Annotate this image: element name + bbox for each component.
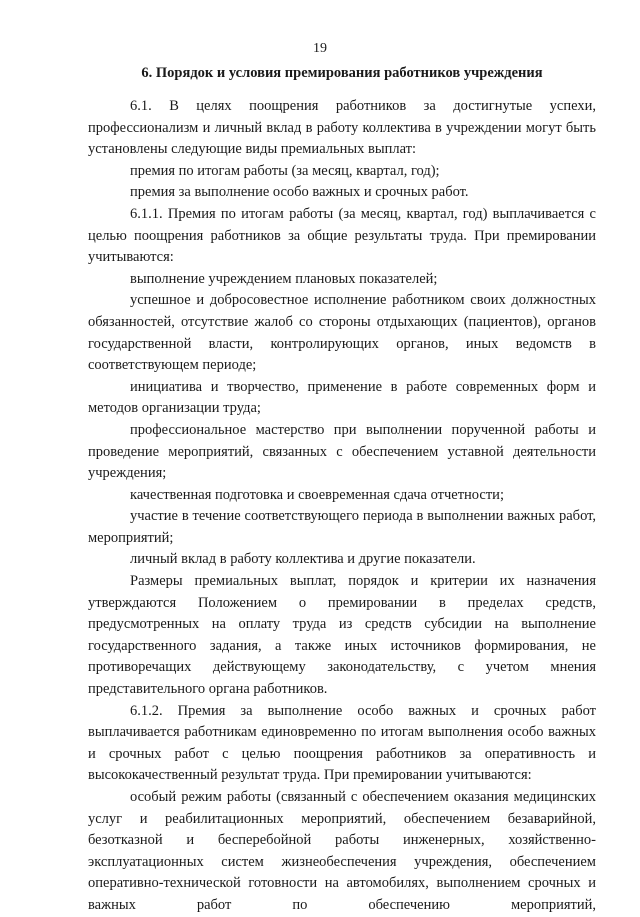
list-item: инициатива и творчество, применение в работе современных форм и методов организации труда; [88, 378, 596, 417]
list-item: особый режим работы (связанный с обеспечением оказания медицинских услуг и реабилитационных мероприятий, обеспечением безаварийной, безотказной и бесперебойной работы инженерных, хозяйственно-эксплуатационных систем жизнеобеспечения учреждения, обеспечением оперативно-технической готовности на автомобилях, выполнением срочных и важных работ по обеспечению мероприятий, [88, 789, 596, 913]
list-item: личный вклад в работу коллектива и другие показатели. [130, 551, 476, 568]
list-item: успешное и добросовестное исполнение работником своих должностных обязанностей, отсутствие жалоб со стороны отдыхающих (пациентов), органов государственной власти, контролирующих органов, иных ведомств в соответствующем периоде; [88, 292, 596, 374]
list-item: профессиональное мастерство при выполнении порученной работы и проведение мероприятий, связанных с обеспечением уставной деятельности учреждения; [88, 421, 596, 482]
paragraph-premium-amounts: Размеры премиальных выплат, порядок и критерии их назначения утверждаются Положением о премировании в пределах средств, предусмотренных на оплату труда из средств субсидии на выполнение государственного задания, а также иных источников формирования, не противоречащих действующему законодательству, с учетом мнения представительного органа работников. [88, 573, 596, 698]
paragraph-6-1-1: 6.1.1. Премия по итогам работы (за месяц, квартал, год) выплачивается с целью поощрения работников за общие результаты труда. При премировании учитываются: [88, 205, 596, 266]
body-text [88, 96, 596, 917]
list-item: премия по итогам работы (за месяц, квартал, год); [130, 162, 440, 179]
paragraph-6-1-2: 6.1.2. Премия за выполнение особо важных и срочных работ выплачивается работникам единовременно по итогам выполнения особо важных и срочных работ с целью поощрения работников за оперативность и высококачественный результат труда. При премировании учитываются: [88, 702, 596, 784]
list-item: участие в течение соответствующего периода в выполнении важных работ, мероприятий; [88, 508, 596, 546]
section-title: 6. Порядок и условия премирования работников учреждения [141, 65, 543, 81]
list-item: выполнение учреждением плановых показателей; [130, 270, 438, 287]
paragraph-6-1: 6.1. В целях поощрения работников за достигнутые успехи, профессионализм и личный вклад в работу коллектива в учреждении могут быть установлены следующие виды премиальных выплат: [88, 98, 596, 158]
page-number: 19 [313, 41, 327, 56]
list-item: премия за выполнение особо важных и срочных работ. [130, 184, 469, 201]
list-item: качественная подготовка и своевременная сдача отчетности; [130, 486, 504, 503]
